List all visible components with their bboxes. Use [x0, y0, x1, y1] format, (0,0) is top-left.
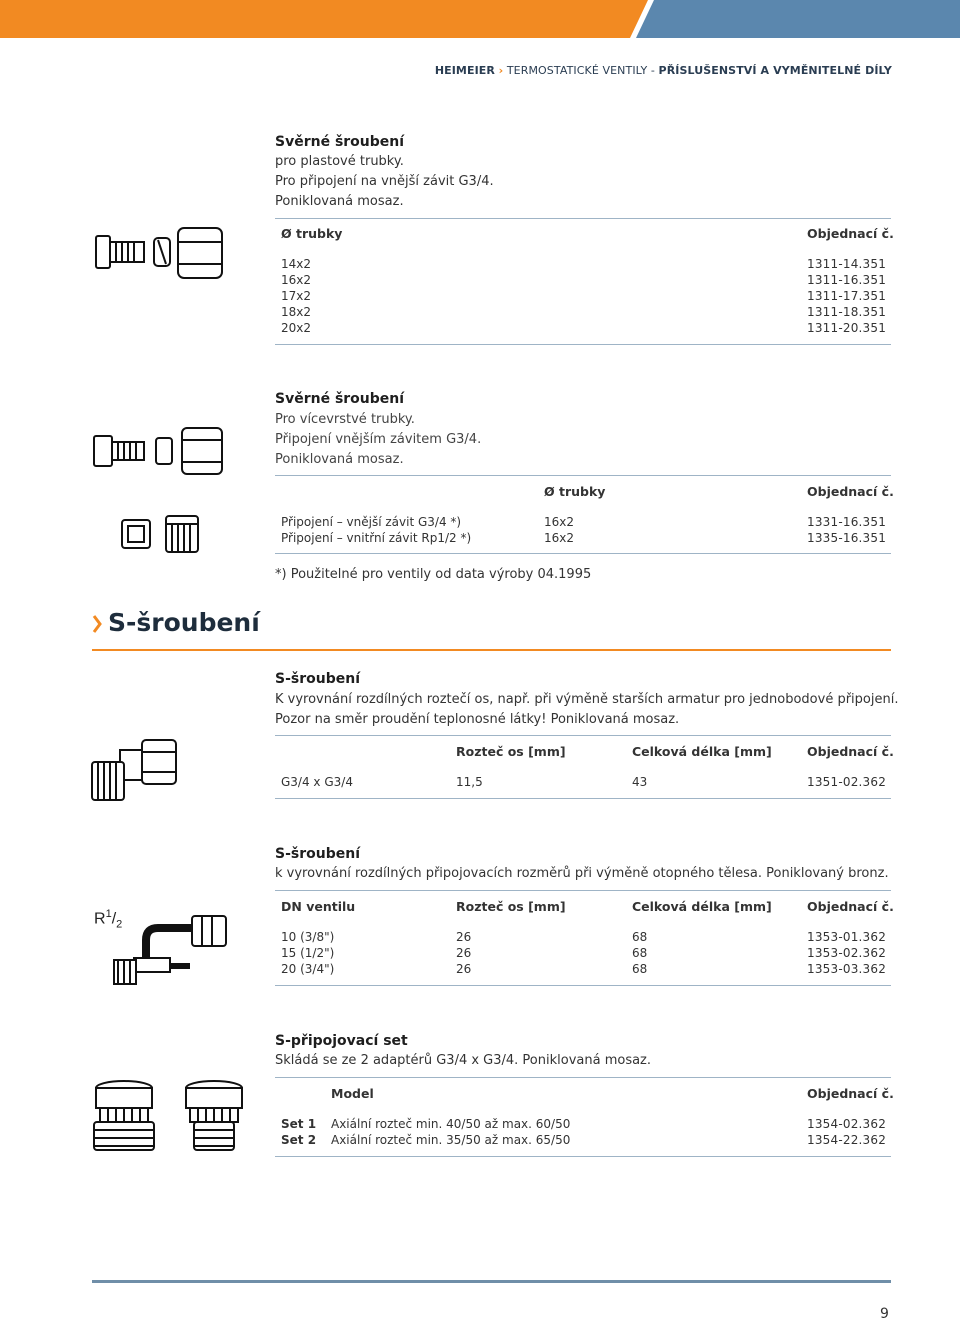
block2-footnote: *) Použitelné pro ventily od data výroby 04.1995 [275, 567, 592, 582]
block4-col-dn: DN ventilu [281, 899, 356, 914]
table-row-order: 1353-02.362 [807, 946, 887, 960]
block4-bottom-rule [275, 985, 891, 986]
table-row-desc: Axiální rozteč min. 35/50 až max. 65/50 [331, 1133, 571, 1147]
block1-line-2: Pro připojení na vnější závit G3/4. [275, 174, 494, 189]
thread-label-numerator: 1 [105, 908, 112, 920]
chevron-right-icon: › [498, 64, 504, 77]
table-row-pipe: 16x2 [544, 515, 575, 529]
table-row-length: 43 [632, 775, 648, 789]
block4-title: S-šroubení [275, 846, 360, 862]
table-row-order: 1331-16.351 [807, 515, 887, 529]
table-row-length: 68 [632, 946, 648, 960]
table-row-desc: Připojení – vnější závit G3/4 *) [281, 515, 462, 529]
table-row-order: 1351-02.362 [807, 775, 887, 789]
table-row-pipe: 16x2 [544, 531, 575, 545]
block1-title: Svěrné šroubení [275, 134, 405, 150]
block3-line-1: K vyrovnání rozdílných roztečí os, např. při výměně starších armatur pro jednobodové připojení. [275, 692, 899, 707]
table-row-dn: 20 (3/4") [281, 962, 335, 976]
block5-col-model: Model [331, 1086, 374, 1101]
page-number: 9 [880, 1306, 889, 1322]
block3-top-rule [275, 735, 891, 736]
chevron-right-icon [92, 614, 102, 634]
table-row-order: 1311-16.351 [807, 273, 887, 287]
breadcrumb-current: PŘÍSLUŠENSTVÍ A VYMĚNITELNÉ DÍLY [658, 64, 892, 77]
table-row-set: Set 1 [281, 1117, 317, 1131]
block3-col-length: Celková délka [mm] [632, 744, 772, 759]
block2-col-pipe: Ø trubky [544, 484, 606, 499]
section-divider [92, 649, 891, 651]
block2-title: Svěrné šroubení [275, 391, 405, 407]
thread-adapter-illustration [120, 512, 202, 556]
table-row-pipe: 14x2 [281, 257, 312, 271]
table-row-order: 1311-20.351 [807, 321, 887, 335]
block2-line-3: Poniklovaná mosaz. [275, 452, 404, 467]
s-union-illustration [90, 736, 180, 804]
table-row-pitch: 11,5 [456, 775, 483, 789]
block4-col-length: Celková délka [mm] [632, 899, 772, 914]
brand-name: HEIMEIER [434, 64, 495, 77]
table-row-order: 1353-03.362 [807, 962, 887, 976]
block4-col-pitch: Rozteč os [mm] [456, 899, 566, 914]
connection-set-illustration [90, 1078, 250, 1154]
table-row-order: 1311-18.351 [807, 305, 887, 319]
block5-bottom-rule [275, 1156, 891, 1157]
table-row-order: 1354-22.362 [807, 1133, 887, 1147]
compression-fitting-illustration [92, 222, 227, 284]
block1-col-pipe: Ø trubky [281, 226, 343, 241]
block4-col-order: Objednací č. [807, 899, 894, 914]
block2-line-2: Připojení vnějším závitem G3/4. [275, 432, 482, 447]
block1-col-order: Objednací č. [807, 226, 894, 241]
block1-line-3: Poniklovaná mosaz. [275, 194, 404, 209]
table-row-set: Set 2 [281, 1133, 317, 1147]
block3-line-2: Pozor na směr proudění teplonosné látky! Poniklovaná mosaz. [275, 712, 680, 727]
table-row-desc: Připojení – vnitřní závit Rp1/2 *) [281, 531, 472, 545]
table-row-pipe: 17x2 [281, 289, 312, 303]
top-color-bar [0, 0, 960, 38]
table-row-pitch: 26 [456, 962, 472, 976]
table-row-order: 1311-17.351 [807, 289, 887, 303]
table-row-pitch: 26 [456, 946, 472, 960]
breadcrumb-category: TERMOSTATICKÉ VENTILY - [506, 64, 655, 77]
block5-top-rule [275, 1077, 891, 1078]
table-row-conn: G3/4 x G3/4 [281, 775, 353, 789]
block2-line-1: Pro vícevrstvé trubky. [275, 412, 415, 427]
table-row-order: 1335-16.351 [807, 531, 887, 545]
block5-title: S-připojovací set [275, 1033, 408, 1049]
block1-top-rule [275, 218, 891, 219]
block3-col-pitch: Rozteč os [mm] [456, 744, 566, 759]
block2-col-order: Objednací č. [807, 484, 894, 499]
table-row-pipe: 18x2 [281, 305, 312, 319]
table-row-length: 68 [632, 930, 648, 944]
block4-line-1: k vyrovnání rozdílných připojovacích rozměrů při výměně otopného tělesa. Poniklovaný bronz. [275, 866, 889, 881]
table-row-order: 1353-01.362 [807, 930, 887, 944]
table-row-pipe: 16x2 [281, 273, 312, 287]
section-title: S-šroubení [108, 608, 260, 637]
table-row-order: 1354-02.362 [807, 1117, 887, 1131]
table-row-desc: Axiální rozteč min. 40/50 až max. 60/50 [331, 1117, 571, 1131]
block3-title: S-šroubení [275, 671, 360, 687]
footer-rule [92, 1280, 891, 1283]
block1-line-1: pro plastové trubky. [275, 154, 404, 169]
table-row-length: 68 [632, 962, 648, 976]
thread-label-r: R [94, 910, 106, 928]
block2-bottom-rule [275, 553, 891, 554]
thread-label-denominator: 2 [116, 918, 123, 931]
table-row-dn: 15 (1/2") [281, 946, 335, 960]
block2-top-rule [275, 475, 891, 476]
block1-bottom-rule [275, 344, 891, 345]
table-row-pitch: 26 [456, 930, 472, 944]
block3-bottom-rule [275, 798, 891, 799]
block5-line-1: Skládá se ze 2 adaptérů G3/4 x G3/4. Poniklovaná mosaz. [275, 1053, 652, 1068]
table-row-order: 1311-14.351 [807, 257, 887, 271]
block5-col-order: Objednací č. [807, 1086, 894, 1101]
block3-col-order: Objednací č. [807, 744, 894, 759]
block4-top-rule [275, 890, 891, 891]
thread-size-label: $R^1/_2$ [94, 908, 123, 931]
multilayer-fitting-illustration [92, 424, 227, 478]
table-row-dn: 10 (3/8") [281, 930, 335, 944]
table-row-pipe: 20x2 [281, 321, 312, 335]
breadcrumb [435, 64, 892, 77]
s-union-bronze-illustration [106, 906, 232, 986]
